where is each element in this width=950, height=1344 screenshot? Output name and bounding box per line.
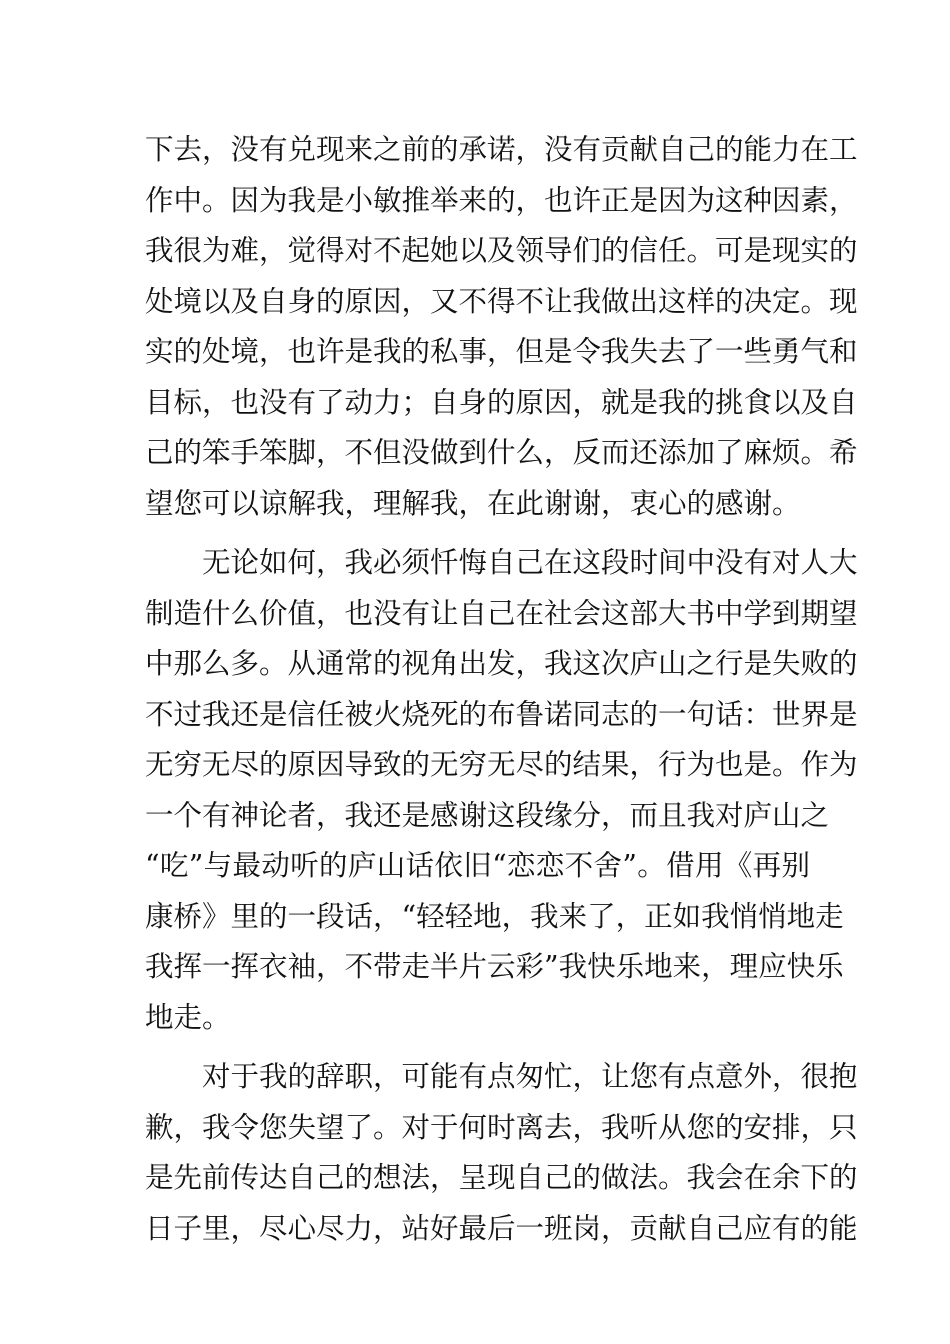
text-line: 目标，也没有了动力；自身的原因，就是我的挑食以及自	[145, 385, 858, 419]
text-line: 制造什么价值，也没有让自己在社会这部大书中学到期望	[145, 596, 858, 630]
text-line: 无论如何，我必须忏悔自己在这段时间中没有对人大	[202, 546, 858, 579]
paragraph-3	[145, 1052, 858, 1254]
paragraph-2	[145, 538, 858, 1043]
paragraph-spacer	[145, 529, 810, 538]
text-line: 日子里，尽心尽力，站好最后一班岗，贡献自己应有的能	[145, 1211, 858, 1245]
text-line: 是先前传达自己的想法，呈现自己的做法。我会在余下的	[145, 1161, 858, 1194]
paragraph-spacer	[145, 1043, 810, 1052]
text-line: 作中。因为我是小敏推举来的，也许正是因为这种因素，	[145, 183, 858, 217]
text-line: 己的笨手笨脚，不但没做到什么，反而还添加了麻烦。希	[145, 436, 858, 469]
text-line: 我挥一挥衣袖，不带走半片云彩”我快乐地来，理应快乐	[145, 950, 844, 983]
text-line: 地走。	[145, 1000, 231, 1034]
text-line: 歉，我令您失望了。对于何时离去，我听从您的安排，只	[145, 1110, 858, 1144]
text-line: 康桥》里的一段话，“轻轻地，我来了，正如我悄悄地走	[145, 899, 844, 933]
text-line: 我很为难，觉得对不起她以及领导们的信任。可是现实的	[145, 234, 858, 267]
text-line: 处境以及自身的原因，又不得不让我做出这样的决定。现	[145, 284, 858, 318]
text-line: 无穷无尽的原因导致的无穷无尽的结果，行为也是。作为	[145, 748, 858, 781]
text-line: 一个有神论者，我还是感谢这段缘分，而且我对庐山之	[145, 798, 830, 832]
text-line: 下去，没有兑现来之前的承诺，没有贡献自己的能力在工	[145, 133, 858, 166]
paragraph-1	[145, 125, 858, 529]
text-line: 中那么多。从通常的视角出发，我这次庐山之行是失败的	[145, 647, 858, 680]
text-line: 望您可以谅解我，理解我，在此谢谢，衷心的感谢。	[145, 486, 801, 520]
text-line: “吃”与最动听的庐山话依旧“恋恋不舍”。借用《再别	[145, 849, 810, 882]
text-line: 实的处境，也许是我的私事，但是令我失去了一些勇气和	[145, 335, 858, 368]
text-line: 不过我还是信任被火烧死的布鲁诺同志的一句话：世界是	[145, 697, 858, 731]
text-line: 对于我的辞职，可能有点匆忙，让您有点意外，很抱	[202, 1060, 858, 1093]
body-text	[145, 125, 858, 1254]
